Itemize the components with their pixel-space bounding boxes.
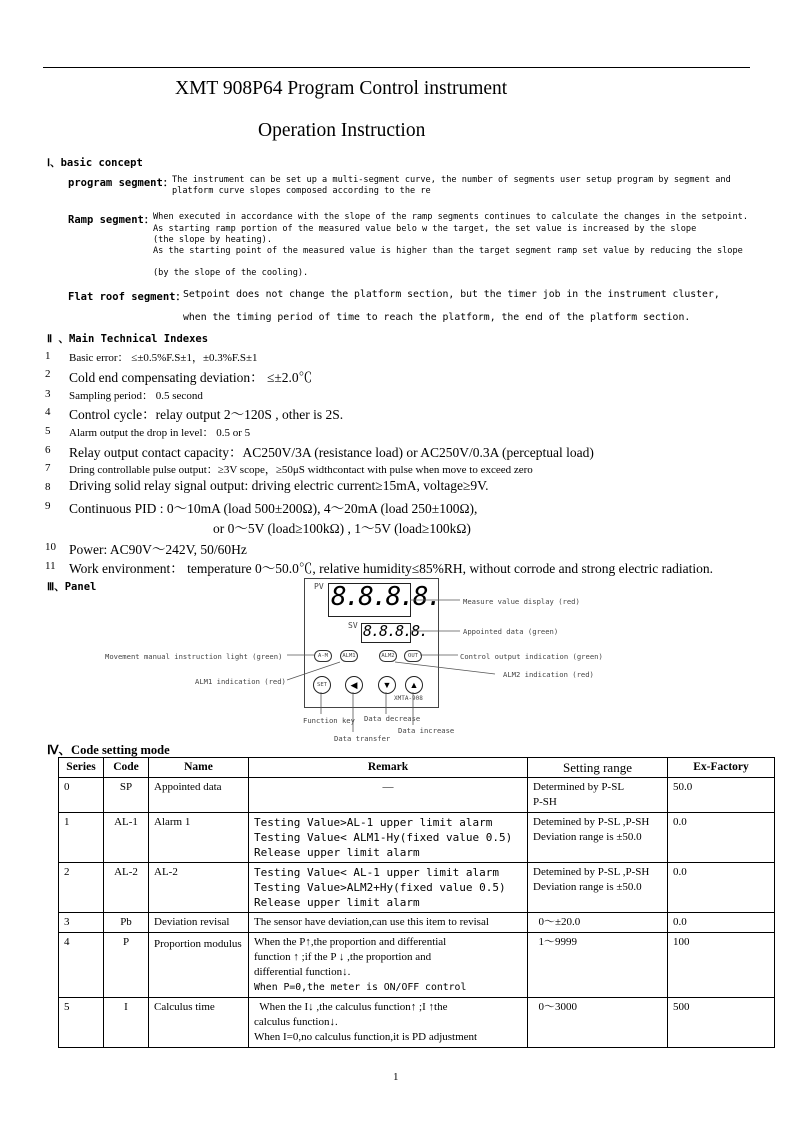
table-row bbox=[59, 863, 775, 913]
cell-factory: 0.0 bbox=[668, 863, 775, 913]
label-alm2-indication: ALM2 indication (red) bbox=[503, 670, 594, 679]
cell-code: AL-2 bbox=[104, 863, 149, 913]
label-appointed-data: Appointed data (green) bbox=[463, 627, 559, 636]
remark-line: — bbox=[382, 781, 394, 793]
cell-remark bbox=[249, 863, 528, 913]
cell-code: Pb bbox=[104, 913, 149, 933]
remark-line: Testing Value>ALM2+Hy(fixed value 0.5) bbox=[254, 881, 506, 894]
section-code-setting-heading: Ⅳ、Code setting mode bbox=[47, 743, 170, 757]
cell-range bbox=[528, 863, 668, 913]
spec-control-cycle: Control cycle：relay output 2～120S , other is 2S. bbox=[69, 407, 344, 422]
ramp-segment-text-5: (by the slope of the cooling). bbox=[153, 268, 309, 278]
spec-number: 11 bbox=[45, 560, 56, 572]
remark-line: The sensor have deviation,can use this item to revisal bbox=[254, 916, 489, 928]
cell-name: Appointed data bbox=[149, 778, 249, 813]
program-segment-text-1: The instrument can be set up a multi-segment curve, the number of segments user setup program by segment and bbox=[172, 175, 731, 185]
spec-continuous-pid-2: or 0～5V (load≥100kΩ) , 1～5V (load≥100kΩ) bbox=[213, 521, 471, 536]
cell-series: 5 bbox=[59, 998, 104, 1048]
cell-name: Proportion modulus bbox=[149, 933, 249, 998]
spec-power: Power: AC90V～242V, 50/60Hz bbox=[69, 542, 247, 557]
spec-number: 3 bbox=[45, 388, 51, 400]
ramp-segment-label: Ramp segment： bbox=[68, 214, 155, 226]
cell-series: 4 bbox=[59, 933, 104, 998]
flat-roof-segment-label: Flat roof segment： bbox=[68, 291, 186, 303]
range-line: Detemined by P-SL ,P-SH bbox=[533, 866, 650, 878]
spec-cold-end: Cold end compensating deviation： ≤±2.0℃ bbox=[69, 370, 313, 385]
cell-name: Alarm 1 bbox=[149, 813, 249, 863]
spec-number: 9 bbox=[45, 500, 51, 512]
sv-label: SV bbox=[348, 621, 358, 630]
remark-line: When I=0,no calculus function,it is PD adjustment bbox=[254, 1031, 478, 1043]
cell-factory: 0.0 bbox=[668, 813, 775, 863]
triangle-down-icon: ▼ bbox=[382, 680, 392, 690]
label-function-key: Function key bbox=[303, 716, 355, 725]
section-basic-concept-heading: Ⅰ、basic concept bbox=[47, 157, 143, 169]
cell-range bbox=[528, 778, 668, 813]
cell-range bbox=[528, 913, 668, 933]
alm1-indicator-light: ALM1 bbox=[340, 650, 358, 662]
label-alm1-indication: ALM1 indication (red) bbox=[195, 677, 286, 686]
model-label: XMTA-908 bbox=[394, 695, 423, 702]
cell-remark bbox=[249, 813, 528, 863]
col-header-series: Series bbox=[59, 758, 104, 778]
remark-line: function ↑ ;if the P ↓ ,the proportion and bbox=[254, 951, 432, 963]
remark-line: When the P↑,the proportion and differential bbox=[254, 936, 447, 948]
cell-series: 2 bbox=[59, 863, 104, 913]
ramp-segment-text-1: When executed in accordance with the slope of the ramp segments continues to calculate the changes in the setpoint. bbox=[153, 212, 748, 222]
spec-sampling: Sampling period： 0.5 second bbox=[69, 390, 203, 402]
sv-digits: 8.8.8.8. bbox=[363, 622, 428, 640]
range-line: 0～±20.0 bbox=[533, 916, 581, 928]
col-header-remark: Remark bbox=[249, 758, 528, 778]
cell-name: Deviation revisal bbox=[149, 913, 249, 933]
remark-line: Testing Value< ALM1-Hy(fixed value 0.5) bbox=[254, 831, 513, 844]
label-control-output: Control output indication (green) bbox=[460, 652, 603, 661]
section-panel-heading: Ⅲ、Panel bbox=[47, 581, 97, 593]
triangle-up-icon: ▲ bbox=[409, 680, 419, 690]
spec-basic-error: Basic error： ≤±0.5%F.S±1，±0.3%F.S±1 bbox=[69, 352, 258, 364]
range-line: 0～3000 bbox=[533, 1001, 577, 1013]
remark-line: When P=0,the meter is ON/OFF control bbox=[254, 982, 467, 993]
section-technical-indexes-heading: Ⅱ 、Main Technical Indexes bbox=[47, 333, 209, 345]
program-segment-text-2: platform curve slopes composed according to the re bbox=[172, 186, 431, 196]
program-segment-label: program segment： bbox=[68, 177, 174, 189]
alm2-indicator-light: ALM2 bbox=[379, 650, 397, 662]
cell-factory: 500 bbox=[668, 998, 775, 1048]
flat-roof-text-2: when the timing period of time to reach the platform, the end of the platform section. bbox=[183, 312, 691, 323]
table-row bbox=[59, 813, 775, 863]
label-data-increase: Data increase bbox=[398, 726, 455, 735]
cell-name: Calculus time bbox=[149, 998, 249, 1048]
remark-line: Testing Value< AL-1 upper limit alarm bbox=[254, 866, 500, 879]
range-line: P-SH bbox=[533, 796, 557, 808]
cell-series: 3 bbox=[59, 913, 104, 933]
cell-remark bbox=[249, 998, 528, 1048]
range-line: Deviation range is ±50.0 bbox=[533, 881, 642, 893]
col-header-code: Code bbox=[104, 758, 149, 778]
remark-line: Release upper limit alarm bbox=[254, 896, 420, 909]
am-indicator-light: A-M bbox=[314, 650, 332, 662]
spec-number: 5 bbox=[45, 425, 51, 437]
range-line: Detemined by P-SL ,P-SH bbox=[533, 816, 650, 828]
table-row bbox=[59, 778, 775, 813]
table-row bbox=[59, 998, 775, 1048]
page-number: 1 bbox=[393, 1071, 399, 1083]
table-row bbox=[59, 913, 775, 933]
range-line: Deviation range is ±50.0 bbox=[533, 831, 642, 843]
ramp-segment-text-3: (the slope by heating). bbox=[153, 235, 272, 245]
out-indicator-light: OUT bbox=[404, 650, 422, 662]
cell-code: I bbox=[104, 998, 149, 1048]
label-measure-value-display: Measure value display (red) bbox=[463, 597, 580, 606]
doc-subtitle: Operation Instruction bbox=[258, 120, 426, 141]
cell-remark bbox=[249, 933, 528, 998]
code-setting-table bbox=[58, 757, 775, 1048]
spec-solid-relay: Driving solid relay signal output: driving electric current≥15mA, voltage≥9V. bbox=[69, 478, 489, 493]
ramp-segment-text-2: As starting ramp portion of the measured value belo w the target, the set value is increased by the slope bbox=[153, 224, 697, 234]
spec-number: 7 bbox=[45, 462, 51, 474]
spec-alarm-output: Alarm output the drop in level： 0.5 or 5 bbox=[69, 427, 251, 439]
label-data-decrease: Data decrease bbox=[364, 714, 421, 723]
pv-digits: 8.8.8.8. bbox=[331, 582, 441, 612]
spec-relay-capacity: Relay output contact capacity：AC250V/3A (resistance load) or AC250V/0.3A (perceptual load) bbox=[69, 445, 594, 460]
spec-number: 8 bbox=[45, 481, 51, 493]
cell-range bbox=[528, 933, 668, 998]
spec-number: 4 bbox=[45, 406, 51, 418]
ramp-segment-text-4: As the starting point of the measured value is higher than the target segment ramp set value by reducing the slope bbox=[153, 246, 743, 256]
spec-number: 6 bbox=[45, 444, 51, 456]
cell-code: SP bbox=[104, 778, 149, 813]
cell-range bbox=[528, 813, 668, 863]
col-header-name: Name bbox=[149, 758, 249, 778]
label-manual-instruction-light: Movement manual instruction light (green) bbox=[105, 652, 283, 661]
cell-remark bbox=[249, 913, 528, 933]
remark-line: Release upper limit alarm bbox=[254, 846, 420, 859]
range-line: Determined by P-SL bbox=[533, 781, 625, 793]
set-button[interactable]: SET bbox=[313, 676, 331, 694]
remark-line: When the I↓ ,the calculus function↑ ;I ↑the bbox=[254, 1001, 448, 1013]
cell-name: AL-2 bbox=[149, 863, 249, 913]
flat-roof-text-1: Setpoint does not change the platform section, but the timer job in the instrument cluster, bbox=[183, 289, 720, 300]
spec-number: 2 bbox=[45, 368, 51, 380]
remark-line: differential function↓. bbox=[254, 966, 351, 978]
range-line: 1～9999 bbox=[533, 936, 577, 948]
cell-code: AL-1 bbox=[104, 813, 149, 863]
spec-pulse-output: Dring controllable pulse output：≥3V scope，≥50μS widthcontact with pulse when move to exceed zero bbox=[69, 464, 533, 476]
table-header-row bbox=[59, 758, 775, 778]
cell-series: 1 bbox=[59, 813, 104, 863]
spec-continuous-pid: Continuous PID : 0～10mA (load 500±200Ω), 4～20mA (load 250±100Ω), bbox=[69, 501, 478, 516]
spec-number: 10 bbox=[45, 541, 56, 553]
cell-code: P bbox=[104, 933, 149, 998]
cell-remark bbox=[249, 778, 528, 813]
cell-series: 0 bbox=[59, 778, 104, 813]
spec-number: 1 bbox=[45, 350, 51, 362]
spec-work-environment: Work environment： temperature 0～50.0℃, relative humidity≤85%RH, without corrode and strong electric radiation. bbox=[69, 561, 714, 576]
triangle-left-icon: ◀ bbox=[350, 680, 358, 690]
cell-factory: 0.0 bbox=[668, 913, 775, 933]
cell-factory: 100 bbox=[668, 933, 775, 998]
cell-factory: 50.0 bbox=[668, 778, 775, 813]
col-header-setting-range: Setting range bbox=[528, 758, 668, 778]
col-header-ex-factory: Ex-Factory bbox=[668, 758, 775, 778]
doc-title: XMT 908P64 Program Control instrument bbox=[175, 78, 508, 99]
pv-label: PV bbox=[314, 582, 324, 591]
label-data-transfer: Data transfer bbox=[334, 734, 391, 743]
remark-line: calculus function↓. bbox=[254, 1016, 338, 1028]
table-row bbox=[59, 933, 775, 998]
remark-line: Testing Value>AL-1 upper limit alarm bbox=[254, 816, 493, 829]
cell-range bbox=[528, 998, 668, 1048]
